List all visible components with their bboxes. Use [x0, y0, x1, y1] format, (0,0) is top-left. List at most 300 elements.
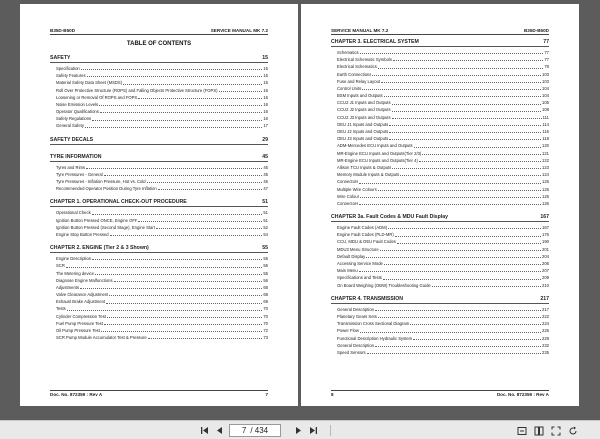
toc-entry-title: Engine Fault Codes (PLD-MR) [337, 232, 394, 238]
toc-entry[interactable] [50, 255, 268, 262]
toc-leader-dots [80, 288, 262, 289]
toc-entry-title: Memory Module Inputs & Outputs [337, 172, 400, 178]
toc-entry[interactable] [331, 231, 549, 238]
toc-entry-title: SCR Pump Module Accumulator Test & Pressure [56, 335, 147, 341]
toc-entry-page: 55 [262, 245, 268, 252]
document-page-7 [20, 4, 298, 406]
zoom-fit-icon[interactable] [515, 424, 529, 437]
toc-entry[interactable] [50, 79, 268, 86]
total-pages-label: / 434 [250, 426, 269, 435]
toc-entry-page: 15 [263, 65, 268, 71]
toc-entry[interactable] [331, 114, 549, 121]
toc-leader-dots [413, 339, 541, 340]
toc-entry-title: CHAPTER 4. TRANSMISSION [331, 295, 404, 302]
page-navigation-toolbar [0, 420, 600, 439]
toc-entry-title: MR-Engine ECU Inputs and Outputs(Tier 4) [337, 157, 418, 163]
toc-entry[interactable] [50, 291, 268, 298]
toc-entry-page: 78 [544, 64, 549, 70]
toc-entry-title: Electrical Schematics [337, 64, 377, 70]
toc-leader-dots [360, 197, 541, 198]
toc-entry[interactable] [331, 178, 549, 185]
toc-entry[interactable] [331, 142, 549, 149]
toc-leader-dots [86, 168, 262, 169]
toc-leader-dots [148, 338, 263, 339]
toc-leader-dots [156, 228, 262, 229]
toc-entry[interactable] [50, 262, 268, 269]
toc-entry-page: 68 [263, 284, 268, 290]
toc-entry[interactable] [331, 171, 549, 178]
toc-entry[interactable] [331, 85, 549, 92]
toc-leader-dots [419, 161, 541, 162]
toc-entry-title: Engine Description [56, 256, 92, 262]
toc-entry-page: 69 [263, 299, 268, 305]
toc-entry-title: Earth Connections [337, 71, 372, 77]
toc-entry-page: 29 [262, 136, 268, 143]
toc-entry-page: 176 [542, 232, 549, 238]
toc-entry-page: 232 [542, 342, 549, 348]
page-header [331, 28, 549, 35]
toc-entry-page: 122 [542, 157, 549, 163]
toc-entry[interactable] [331, 164, 549, 171]
toc-entry-page: 204 [542, 253, 549, 259]
toc-entry[interactable] [331, 150, 549, 157]
toc-entries [331, 39, 549, 356]
page-footer [50, 390, 268, 397]
toc-entry[interactable] [50, 231, 268, 238]
toc-entry-page: 45 [263, 179, 268, 185]
toc-section-heading[interactable] [50, 245, 268, 253]
toc-section-heading[interactable] [331, 296, 549, 304]
next-page-icon[interactable] [291, 424, 305, 437]
current-page-input[interactable]: 7 [241, 426, 247, 435]
toc-entry-title: Noise Emission Levels [56, 101, 99, 107]
header-left-text: SERVICE MANUAL MK 7.2 [331, 28, 389, 33]
header-left-text: B35D-B50D [50, 28, 76, 33]
toc-leader-dots [362, 89, 541, 90]
toc-leader-dots [389, 125, 541, 126]
toc-entry[interactable] [331, 200, 549, 207]
toc-leader-dots [104, 175, 263, 176]
toc-entry-page: 103 [542, 78, 549, 84]
toc-entry[interactable] [50, 306, 268, 313]
toc-entry-page: 209 [542, 275, 549, 281]
toc-entry-title: Wire Colour [337, 193, 360, 199]
toc-entry[interactable] [331, 342, 549, 349]
toc-entry-title: ADM-Mercedes ECU Inputs and Outputs [337, 143, 413, 149]
toc-entry[interactable] [50, 108, 268, 115]
toc-entry[interactable] [50, 217, 268, 224]
toc-entry-title: TYRE INFORMATION [50, 153, 102, 160]
toc-leader-dots [158, 189, 263, 190]
toc-section-heading[interactable] [50, 199, 268, 207]
toc-leader-dots [381, 82, 541, 83]
toc-entry-page: 121 [542, 150, 549, 156]
toc-leader-dots [383, 279, 541, 280]
toc-entry[interactable] [50, 334, 268, 341]
toc-entry-title: Multiple Wire Colours [337, 186, 377, 192]
toc-leader-dots [414, 147, 541, 148]
toc-spacer [50, 130, 268, 134]
toc-entry-title: Transmission Cross Sectional Diagram [337, 321, 410, 327]
toc-entry[interactable] [331, 99, 549, 106]
toc-entry[interactable] [50, 320, 268, 327]
toc-entry-title: Adjustments [56, 284, 80, 290]
toc-entry-page: 103 [542, 71, 549, 77]
toc-entry-page: 51 [263, 217, 268, 223]
toc-entry[interactable] [50, 270, 268, 277]
toc-entry-title: CCU2 J1 Inputs and Outputs [337, 100, 391, 106]
toc-entry-page: 73 [263, 335, 268, 341]
footer-page-number: 8 [331, 392, 334, 397]
toc-leader-dots [67, 310, 263, 311]
toc-entry-title: Operator Qualifications [56, 109, 99, 115]
toc-leader-dots [410, 324, 541, 325]
toc-entry-title: Functional Description Hydraulic System [337, 335, 413, 341]
toc-entry-title: Fuse and Relay Layout [337, 78, 381, 84]
toc-leader-dots [375, 346, 541, 347]
toc-entry-page: 125 [542, 193, 549, 199]
toc-entry-page: 124 [542, 172, 549, 178]
toc-leader-dots [100, 112, 263, 113]
toc-entry-page: 217 [540, 295, 549, 302]
first-page-icon[interactable] [197, 424, 211, 437]
toc-entry-title: Schematics [337, 49, 359, 55]
toc-entry[interactable] [331, 274, 549, 281]
toc-entry[interactable] [50, 284, 268, 291]
toc-entry-page: 45 [263, 171, 268, 177]
page-layout-icon[interactable] [532, 424, 546, 437]
toc-entries [50, 55, 268, 341]
toc-entry-page: 15 [263, 73, 268, 79]
toc-section-heading[interactable] [50, 137, 268, 145]
document-page-8 [301, 4, 579, 406]
toc-entry-title: OEU J2 Inputs and Outputs [337, 129, 389, 135]
toc-entry[interactable] [331, 224, 549, 231]
toc-entry-page: 16 [263, 94, 268, 100]
toc-entry-title: CCU2 J2 Inputs and Outputs [337, 107, 391, 113]
toc-entry[interactable] [331, 121, 549, 128]
previous-page-icon[interactable] [212, 424, 226, 437]
toc-entry-page: 77 [543, 39, 549, 45]
toc-entry-page: 77 [544, 49, 549, 55]
header-right-text: SERVICE MANUAL MK 7.2 [210, 28, 268, 33]
toc-entry-page: 45 [262, 153, 268, 160]
toc-leader-dots [110, 235, 263, 236]
toc-entry[interactable] [331, 193, 549, 200]
toc-entry-page: 167 [542, 225, 549, 231]
toc-leader-dots [138, 98, 262, 99]
toc-entry-page: 104 [542, 93, 549, 99]
toc-entry[interactable] [331, 135, 549, 142]
toc-entry-title: Ignition Button Pressed (Second Stage), Engine Start [56, 224, 155, 230]
toc-entry[interactable] [50, 327, 268, 334]
toc-leader-dots [392, 168, 541, 169]
toc-leader-dots [360, 332, 541, 333]
toc-spacer [331, 289, 549, 293]
toc-entry[interactable] [50, 224, 268, 231]
toc-leader-dots [87, 76, 263, 77]
toc-entry-page: 225 [542, 328, 549, 334]
toc-leader-dots [388, 228, 541, 229]
toc-entry-page: 68 [263, 292, 268, 298]
toc-leader-dots [92, 214, 263, 215]
toc-entry-page: 70 [263, 320, 268, 326]
toc-entry-title: Tyre Pressures - General [56, 171, 103, 177]
toc-entry[interactable] [331, 320, 549, 327]
toc-entry-title: Loosening or Removal Of ROPS and FOPS [56, 94, 138, 100]
toc-leader-dots [372, 75, 541, 76]
toc-entry-title: Material Safety Data Sheet (MSDS) [56, 80, 123, 86]
toc-entry-title: Safety Features [56, 73, 86, 79]
toc-entry-page: 70 [263, 313, 268, 319]
toc-entry-title: MDU3 Menu Structure [337, 246, 379, 252]
toc-entry[interactable] [331, 239, 549, 246]
toc-entry-page: 108 [542, 107, 549, 113]
toc-entry-title: CCU2 J3 Inputs and Outputs [337, 114, 391, 120]
toc-spacer [50, 147, 268, 151]
page-footer [331, 390, 549, 397]
toc-entry-page: 51 [263, 210, 268, 216]
toc-entry-title: Engine Stop Button Pressed [56, 231, 109, 237]
toc-entry[interactable] [50, 298, 268, 305]
toc-leader-dots [360, 53, 544, 54]
toc-leader-dots [392, 118, 542, 119]
toc-entry-page: 16 [263, 116, 268, 122]
toc-entry[interactable] [331, 92, 549, 99]
toc-leader-dots [422, 154, 541, 155]
toc-entry-page: 55 [263, 270, 268, 276]
toc-entry-title: Electrical Schematic Symbols [337, 57, 392, 63]
toc-entry-page: 16 [263, 87, 268, 93]
toc-entry-page: 123 [542, 164, 549, 170]
toc-entry-title: Connectors [337, 179, 359, 185]
toc-entry-page: 125 [542, 179, 549, 185]
toc-title: TABLE OF CONTENTS [126, 41, 192, 47]
toc-entry[interactable] [331, 253, 549, 260]
footer-doc-number: Doc. No. 872359 : Rev A [50, 392, 103, 397]
toc-entry-page: 235 [542, 349, 549, 355]
toc-entry-page: 55 [263, 263, 268, 269]
page-number-field[interactable] [229, 424, 281, 437]
toc-leader-dots [66, 267, 262, 268]
toc-leader-dots [123, 84, 262, 85]
toc-entry[interactable] [50, 115, 268, 122]
toc-entry-page: 116 [542, 129, 549, 135]
toc-entry[interactable] [50, 313, 268, 320]
toc-entry-title: Operational Check [56, 210, 91, 216]
toc-entry[interactable] [50, 185, 268, 192]
table-of-contents [331, 36, 549, 356]
toc-entry-page: 52 [263, 224, 268, 230]
toc-leader-dots [101, 331, 262, 332]
toc-spacer [50, 238, 268, 242]
toc-entry-title: Roll Over Protective Structure (ROPS) and Falling Objects Protective Structure (FOPS) [56, 87, 218, 93]
toc-entry-title: Planetary Gears Sets [337, 313, 377, 319]
toc-leader-dots [104, 324, 262, 325]
toc-leader-dots [106, 303, 262, 304]
toc-entry-page: 72 [263, 328, 268, 334]
toc-entry[interactable] [331, 107, 549, 114]
toc-entry-title: Connectors [337, 200, 359, 206]
toc-entry-title: Valve Clearance Adjustment [56, 292, 109, 298]
toc-entry-title: General Description [337, 342, 375, 348]
toc-leader-dots [147, 182, 263, 183]
toc-entry-page: 47 [263, 186, 268, 192]
toc-leader-dots [81, 69, 263, 70]
toc-leader-dots [114, 281, 263, 282]
toc-entry[interactable] [50, 101, 268, 108]
toc-entry[interactable] [331, 306, 549, 313]
toc-section-heading[interactable] [50, 55, 268, 63]
toc-leader-dots [378, 190, 541, 191]
toc-entry-title: Recommended Operator Position During Tyre Inflation [56, 186, 157, 192]
toc-entry[interactable] [50, 209, 268, 216]
toc-leader-dots [367, 353, 541, 354]
toc-entry[interactable] [50, 94, 268, 101]
toc-entry-page: 118 [542, 136, 549, 142]
toc-entry-page: 114 [542, 121, 549, 127]
toc-entry-page: 224 [542, 321, 549, 327]
toc-entry-title: MR-Engine ECU Inputs and Outputs(Tier 2/3) [337, 150, 422, 156]
toc-entry-title: The Metering device [56, 270, 94, 276]
toc-entry-title: Control Units [337, 85, 362, 91]
toc-entry[interactable] [50, 171, 268, 178]
toc-leader-dots [359, 271, 541, 272]
toc-entry-title: Specifications and Tests [337, 275, 382, 281]
toc-leader-dots [95, 274, 262, 275]
toc-leader-dots [400, 175, 541, 176]
toc-entry[interactable] [331, 71, 549, 78]
fullscreen-icon[interactable] [549, 424, 563, 437]
toc-entry-page: 70 [263, 306, 268, 312]
toc-spacer [331, 207, 549, 211]
toc-leader-dots [395, 236, 541, 237]
toc-entry-title: CHAPTER 2. ENGINE (Tier 2 & 3 Shown) [50, 245, 149, 252]
toc-leader-dots [138, 221, 262, 222]
toc-leader-dots [219, 91, 263, 92]
toc-leader-dots [389, 139, 541, 140]
toc-entry-title: Exhaust Brake Adjustment [56, 299, 106, 305]
toc-entry-title: Default Display [337, 253, 366, 259]
table-of-contents [50, 38, 268, 341]
toc-entry-title: SCR [56, 263, 65, 269]
toc-entry[interactable] [331, 246, 549, 253]
toc-entry[interactable] [331, 49, 549, 56]
rotate-icon[interactable] [566, 424, 580, 437]
toc-entry[interactable] [331, 63, 549, 70]
toc-leader-dots [392, 104, 541, 105]
toc-entry-page: 206 [542, 261, 549, 267]
toc-leader-dots [359, 183, 541, 184]
toc-entry-page: 190 [542, 239, 549, 245]
toc-leader-dots [85, 127, 262, 128]
toc-entry-title: CHAPTER 1. OPERATIONAL CHECK-OUT PROCEDURE [50, 199, 187, 206]
toc-entry-title: Power Flow [337, 328, 359, 334]
toc-entry[interactable] [331, 186, 549, 193]
toc-entry-title: Oil Pump Pressure Test [56, 328, 100, 334]
toc-entry-page: 229 [542, 335, 549, 341]
toc-entry[interactable] [50, 277, 268, 284]
toc-entry-title: CCU, MDU & OEU Fault Codes [337, 239, 396, 245]
toc-entry-page: 16 [263, 101, 268, 107]
toc-entry-title: Engine Fault Codes (ADM) [337, 225, 388, 231]
toc-entry-title: On Board Weighing (OBW) Troubleshooting Guide [337, 282, 431, 288]
toc-entry-page: 126 [542, 200, 549, 206]
toc-entry[interactable] [331, 349, 549, 356]
toc-leader-dots [392, 111, 541, 112]
toc-entry-title: Tests [56, 306, 66, 312]
toc-section-heading[interactable] [331, 214, 549, 222]
toc-entry-page: 51 [262, 199, 268, 206]
toc-entry[interactable] [50, 178, 268, 185]
toc-entry-page: 55 [263, 256, 268, 262]
toc-section-heading[interactable] [50, 154, 268, 162]
toc-entry-page: 201 [542, 246, 549, 252]
toc-entry[interactable] [50, 72, 268, 79]
toc-entry[interactable] [50, 123, 268, 130]
toc-entry-title: Fuel Pump Pressure Test [56, 320, 103, 326]
toc-leader-dots [393, 60, 543, 61]
toc-entry[interactable] [331, 157, 549, 164]
header-right-text: B35D-B50D [523, 28, 549, 33]
toc-entry-title: Speed Sensors [337, 349, 366, 355]
toc-entry-page: 45 [263, 164, 268, 170]
toc-entry-title: Main Menu [337, 268, 358, 274]
toc-entry[interactable] [331, 128, 549, 135]
toc-entry[interactable] [50, 65, 268, 72]
last-page-icon[interactable] [306, 424, 320, 437]
toc-entry-title: Allison TCU Inputs & Outputs [337, 164, 392, 170]
toc-leader-dots [92, 259, 262, 260]
footer-doc-number: Doc. No. 872359 : Rev A [496, 392, 549, 397]
toc-entry[interactable] [50, 87, 268, 94]
toc-entry[interactable] [331, 56, 549, 63]
toc-entry-page: 77 [544, 57, 549, 63]
toc-entry-page: 15 [263, 80, 268, 86]
toc-entry-page: 104 [542, 85, 549, 91]
toc-entry-title: Specification [56, 65, 80, 71]
toc-entry[interactable] [50, 164, 268, 171]
toolbar-separator [330, 425, 331, 436]
toc-entry-title: Accessing Service Mode [337, 261, 383, 267]
toc-entry-page: 56 [263, 277, 268, 283]
toc-entry-title: Ignition Button Pressed ONCE, Engine OFF [56, 217, 138, 223]
toc-entry[interactable] [331, 78, 549, 85]
toc-entry-page: 222 [542, 313, 549, 319]
toc-entry[interactable] [331, 260, 549, 267]
toc-leader-dots [375, 310, 541, 311]
toc-entry-page: 54 [263, 231, 268, 237]
toc-entry[interactable] [331, 327, 549, 334]
toc-entry[interactable] [331, 313, 549, 320]
toc-entry-title: General Description [337, 306, 375, 312]
toc-leader-dots [99, 105, 262, 106]
toc-entry-page: 217 [542, 306, 549, 312]
toc-entry-page: 120 [542, 143, 549, 149]
toc-entry-title: CHAPTER 3. ELECTRICAL SYSTEM [331, 39, 419, 45]
toc-entry-title: CHAPTER 3a. Fault Codes & MDU Fault Display [331, 214, 449, 221]
toc-entry-title: Tyres and Rims [56, 164, 86, 170]
toc-entry-page: 125 [542, 186, 549, 192]
toc-section-heading[interactable] [331, 39, 549, 47]
toc-entry[interactable] [331, 335, 549, 342]
toc-leader-dots [92, 120, 262, 121]
toc-entry[interactable] [331, 267, 549, 274]
toc-leader-dots [432, 286, 541, 287]
toc-entry-page: 207 [542, 268, 549, 274]
toc-entry[interactable] [331, 282, 549, 289]
toc-entry-title: Safety Regulations [56, 116, 92, 122]
